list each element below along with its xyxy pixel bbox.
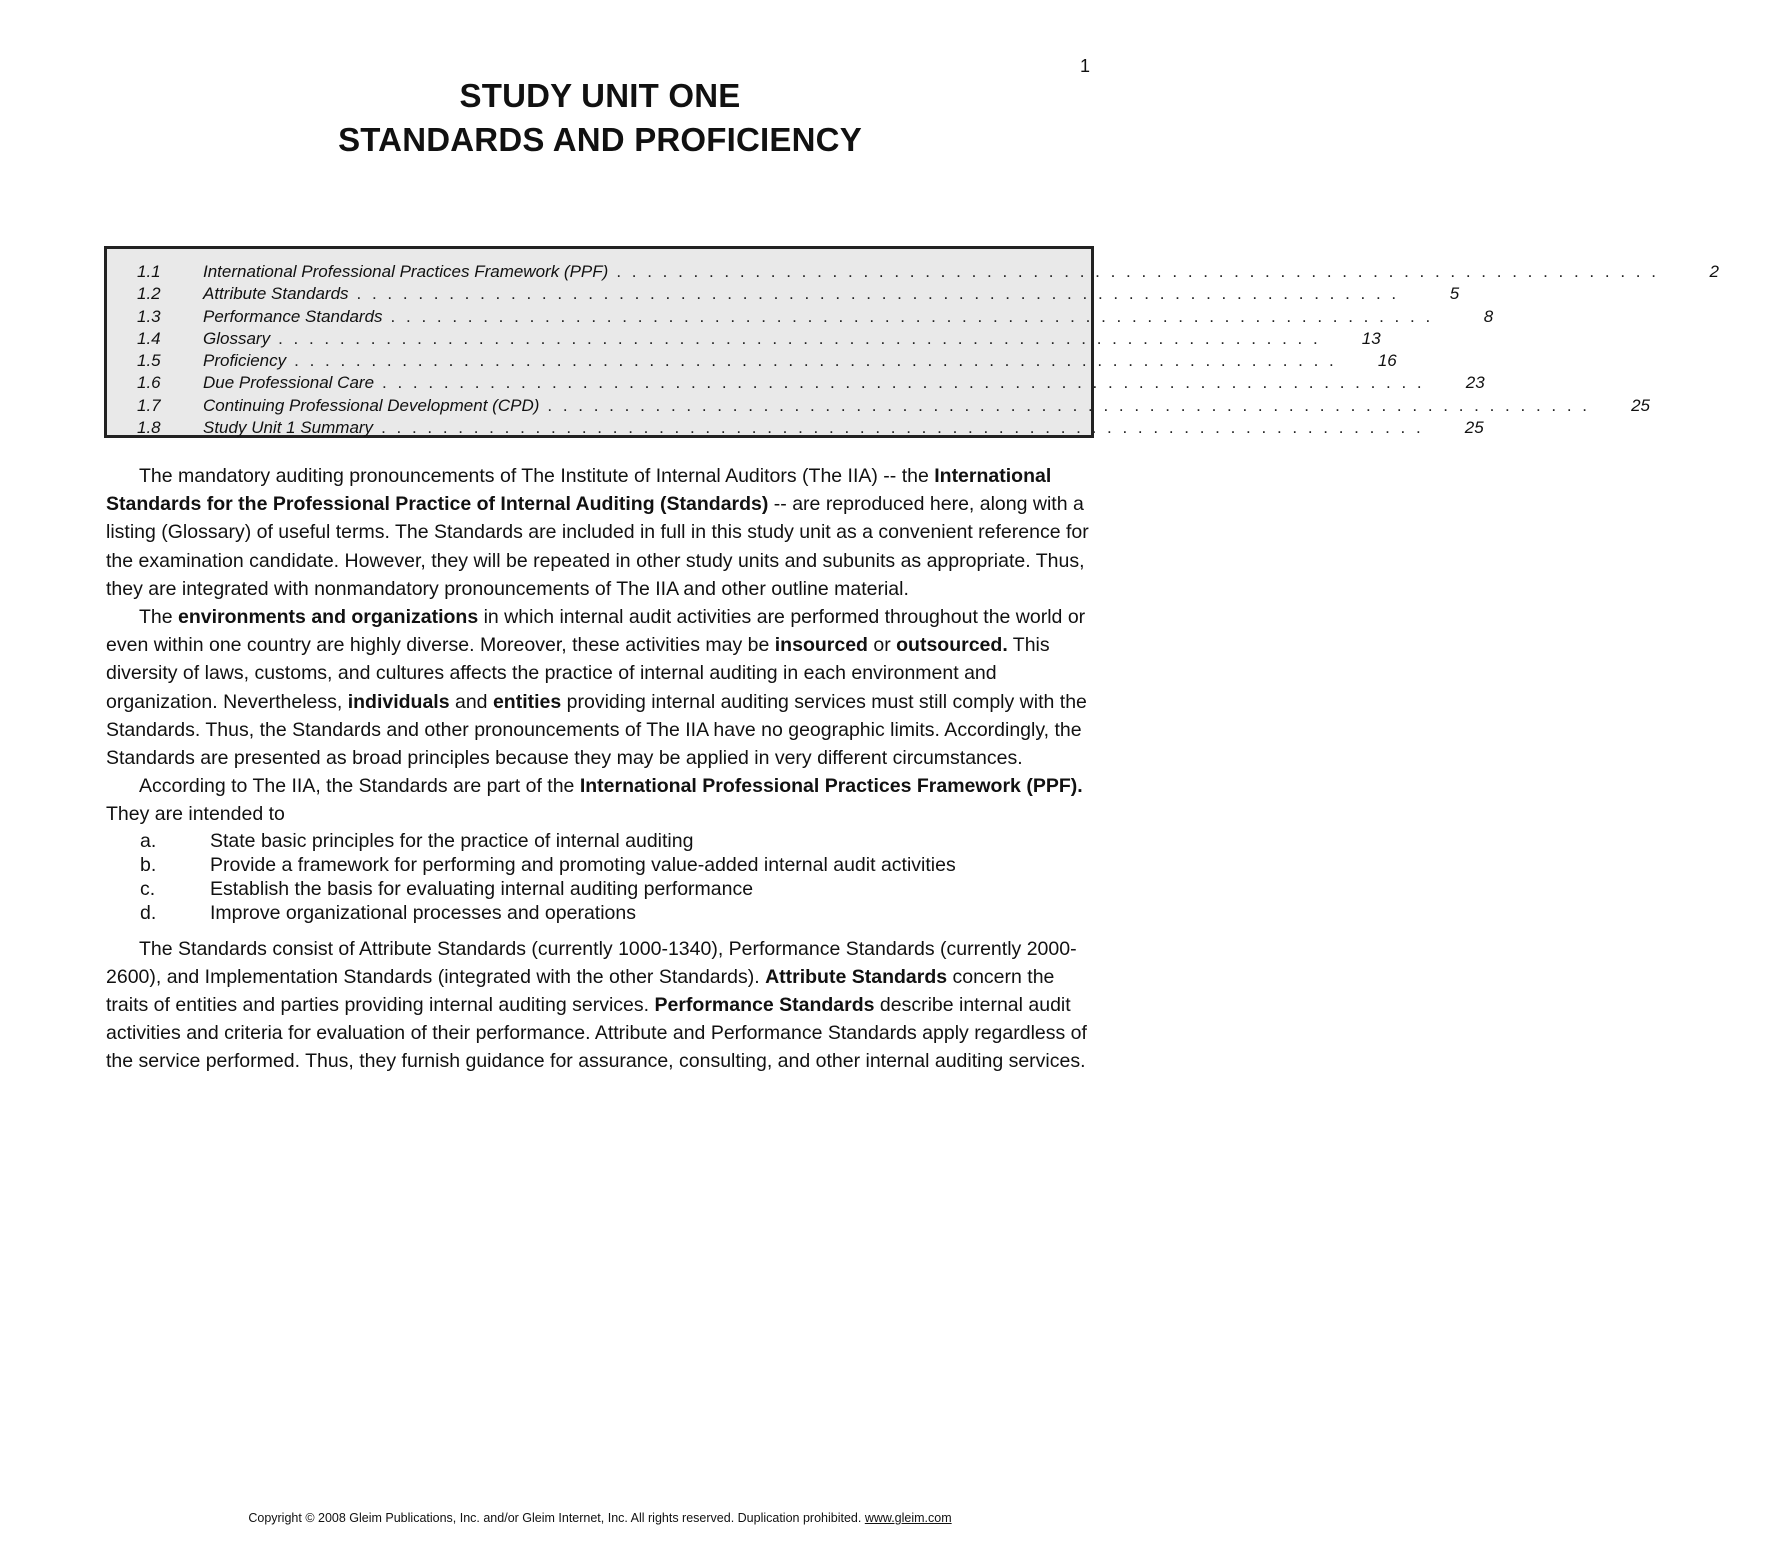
toc-leader-dots: . . . . . . . . . . . . . . . . . . . . . . . . . . . . . . . . . . . . . . . . . . . . . . . . . . . . . . . . . . . . . . . . . . . . xyxy=(356,284,1400,304)
text-run: in which internal audit activities are performed throughout the world or even within one country are highly diverse. Moreover, these activities may be xyxy=(106,606,1086,657)
website-link[interactable]: www.gleim.com xyxy=(864,1511,952,1525)
paragraph-2 xyxy=(106,603,1098,772)
toc-row[interactable] xyxy=(107,328,1381,350)
toc-page: 25 xyxy=(1464,418,1484,438)
bold-run: International Professional Practices Framework (PPF). xyxy=(579,775,1083,798)
toc-row[interactable] xyxy=(107,372,1485,394)
bold-run: insourced xyxy=(774,634,868,657)
paragraph-3 xyxy=(106,772,1098,828)
table-of-contents xyxy=(104,246,1719,438)
bold-run: Attribute Standards xyxy=(765,965,948,988)
bold-run: Performance Standards xyxy=(654,994,875,1017)
list-item xyxy=(106,829,1098,853)
toc-label: Proficiency xyxy=(203,351,287,371)
text-run: or xyxy=(867,634,897,657)
toc-number: 1.5 xyxy=(137,351,161,371)
list-marker: c. xyxy=(140,877,156,900)
toc-page: 5 xyxy=(1449,284,1460,304)
toc-leader-dots: . . . . . . . . . . . . . . . . . . . . . . . . . . . . . . . . . . . . . . . . . . . . . . . . . . . . . . . . . . . . . . . . . . . . xyxy=(382,373,1425,393)
text-run: concern the traits of entities and parties providing internal auditing services. xyxy=(106,965,1055,1017)
toc-leader-dots: . . . . . . . . . . . . . . . . . . . . . . . . . . . . . . . . . . . . . . . . . . . . . . . . . . . . . . . . . . . . . . . . . . . . xyxy=(547,395,1591,415)
paragraph-4 xyxy=(106,935,1098,1076)
toc-label: Continuing Professional Development (CPD) xyxy=(203,395,540,415)
toc-label: Study Unit 1 Summary xyxy=(203,418,374,438)
toc-label: Performance Standards xyxy=(203,306,383,326)
purpose-list xyxy=(106,829,1098,925)
page-number: 1 xyxy=(1079,56,1090,76)
list-item xyxy=(106,877,1098,901)
paragraph-1 xyxy=(106,462,1098,603)
copyright-footer xyxy=(0,1511,1200,1525)
list-marker: d. xyxy=(140,901,157,924)
toc-row[interactable] xyxy=(107,261,1719,283)
list-text: State basic principles for the practice of internal auditing xyxy=(210,829,694,852)
toc-row[interactable] xyxy=(107,283,1460,305)
list-text: Improve organizational processes and operations xyxy=(210,901,637,924)
toc-number: 1.6 xyxy=(137,373,161,393)
bold-run: entities xyxy=(492,690,562,713)
toc-number: 1.2 xyxy=(137,284,161,304)
text-run: describe internal audit activities and criteria for evaluation of their performance. Attribute and Performance Standards apply regardless of the service performed. Thus, they furnish guidance for assurance, consulting, and other internal auditing services. xyxy=(106,994,1087,1073)
toc-page: 23 xyxy=(1465,373,1485,393)
list-text: Establish the basis for evaluating internal auditing performance xyxy=(210,877,754,900)
list-text: Provide a framework for performing and promoting value-added internal audit activities xyxy=(210,853,956,876)
toc-page: 13 xyxy=(1361,328,1381,348)
title-line-1: STUDY UNIT ONE xyxy=(459,77,741,114)
copyright-text: Copyright © 2008 Gleim Publications, Inc. and/or Gleim Internet, Inc. All rights reserved. Duplication prohibited. xyxy=(248,1511,865,1525)
bold-run: outsourced. xyxy=(896,634,1008,657)
text-run: The Standards consist of Attribute Standards (currently 1000-1340), Performance Standards (currently 2000-2600), and Implementation Standards (integrated with the other Standards). xyxy=(106,937,1077,988)
toc-label: Due Professional Care xyxy=(203,373,375,393)
toc-number: 1.1 xyxy=(137,262,161,281)
text-run: They are intended to xyxy=(106,803,285,826)
body-text xyxy=(106,462,1098,1076)
toc-row[interactable] xyxy=(107,395,1651,417)
list-marker: a. xyxy=(140,829,157,852)
page-title xyxy=(0,74,1200,162)
toc-leader-dots: . . . . . . . . . . . . . . . . . . . . . . . . . . . . . . . . . . . . . . . . . . . . . . . . . . . . . . . . . . . . . . . . . . . . xyxy=(616,262,1659,281)
text-run: This diversity of laws, customs, and cultures affects the practice of internal auditing in each environment and organization. Nevertheless, xyxy=(106,634,1050,713)
toc-leader-dots: . . . . . . . . . . . . . . . . . . . . . . . . . . . . . . . . . . . . . . . . . . . . . . . . . . . . . . . . . . . . . . . . . . . . xyxy=(381,418,1424,438)
text-run: The mandatory auditing pronouncements of The Institute of Internal Auditors (The IIA) -- the xyxy=(139,465,935,487)
bold-run: environments and organizations xyxy=(178,606,479,629)
toc-label: Glossary xyxy=(203,328,271,348)
toc-number: 1.7 xyxy=(137,395,161,415)
text-run: -- are reproduced here, along with a listing (Glossary) of useful terms. The Standards are included in full in this study unit as a convenient reference for the examination candidate. However, they will be repeated in other study units and subunits as appropriate. Thus, they are integrated with nonmandatory pronouncements of The IIA and other outline material. xyxy=(106,493,1089,600)
toc-page: 2 xyxy=(1709,262,1719,281)
bold-run: International Standards for the Professional Practice of Internal Auditing (Standards) xyxy=(106,465,1052,516)
toc-leader-dots: . . . . . . . . . . . . . . . . . . . . . . . . . . . . . . . . . . . . . . . . . . . . . . . . . . . . . . . . . . . . . . . . . . . . xyxy=(390,306,1434,326)
toc-page: 25 xyxy=(1631,395,1651,415)
toc-label: International Professional Practices Framework (PPF) xyxy=(203,262,609,281)
toc-page: 8 xyxy=(1483,306,1494,326)
toc-page: 16 xyxy=(1377,351,1397,371)
list-item xyxy=(106,901,1098,925)
toc-number: 1.3 xyxy=(137,306,161,326)
text-run: providing internal auditing services must still comply with the Standards. Thus, the Standards and other pronouncements of The IIA have no geographic limits. Accordingly, the Standards are presented as broad principles because they may be applied in very different circumstances. xyxy=(106,690,1087,770)
text-run: The xyxy=(139,606,179,629)
bold-run: individuals xyxy=(347,690,450,713)
toc-number: 1.8 xyxy=(137,418,161,438)
title-line-2: STANDARDS AND PROFICIENCY xyxy=(338,121,862,158)
text-run: According to The IIA, the Standards are part of the xyxy=(139,775,580,798)
toc-row[interactable] xyxy=(107,306,1494,328)
toc-leader-dots: . . . . . . . . . . . . . . . . . . . . . . . . . . . . . . . . . . . . . . . . . . . . . . . . . . . . . . . . . . . . . . . . . . . . xyxy=(278,328,1321,348)
toc-leader-dots: . . . . . . . . . . . . . . . . . . . . . . . . . . . . . . . . . . . . . . . . . . . . . . . . . . . . . . . . . . . . . . . . . . . . xyxy=(294,351,1337,371)
text-run: and xyxy=(449,690,493,713)
list-marker: b. xyxy=(140,853,157,876)
toc-row[interactable] xyxy=(107,350,1397,372)
list-item xyxy=(106,853,1098,877)
toc-number: 1.4 xyxy=(137,328,161,348)
toc-row[interactable] xyxy=(107,417,1484,439)
toc-label: Attribute Standards xyxy=(203,284,349,304)
